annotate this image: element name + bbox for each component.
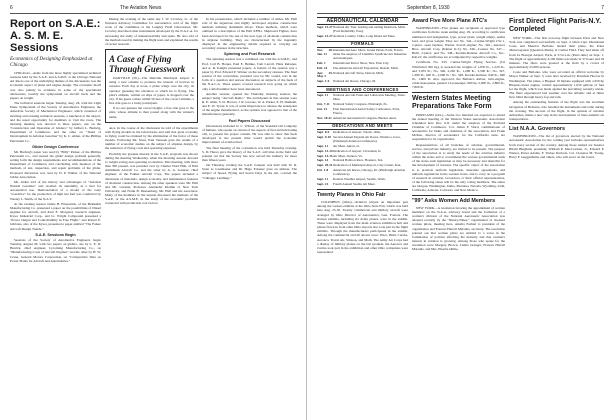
calendar-event: Air Meet, Akron, O. [333,143,360,148]
calendar-event: Second Annual Pageant Air Races, Waterloo, Iowa, (Pittsburgh Aviation Conference). [333,134,401,143]
calendar-date: Oct. 1-8 [317,168,329,173]
calendar-date: Sept. 14-15 [317,153,333,158]
ohio-fair-paragraph: COLUMBUS (Ohio)—Aviation played an important part among the various exhibits at the Ohio State Fair, which was held here Aug. 25-30. Twenty commercial and military aircraft were arranged by Ohio Director of Aeronautics, Gen. Foulois. The sixteen exhibits, including six Army planes, were in the exhibit. These were displayed from the main aviation exhibition hall and planes flown in from other Ohio airports also took part in the flight exhibits. Through the manufacturers participated in the exhibit. Among the commercial aircraft shown were: Waco, Buhl, Curtiss, Aeronca, Travel Air, Stinson, and Moth. The Army Air Corps had a display of military planes on the fair grounds, the Aeronca and Curtiss took part in the exhibition and other Ohio companies were represented. [317,200,408,254]
page-number-left: 6 [10,5,13,11]
first-direct-paragraph: Coste and Bellonte, who were accorded an official welcome by Mayor Walker on Sept. 3, were later received by President Hoover in Washington. The plane, a Breguet 19 biplane equipped with a 650 hp Hispano-Suiza engine, carried approximately 1,050 gallons of fuel for the flight, which was made against the prevailing westerly winds. The fliers experienced bad weather over the Atlantic and at times flew blind through heavy fog and rain. [509,70,604,100]
sae-paragraph: CHICAGO—Aside from the more highly specialized technical sessions held by the S.A.E. and A.S.M.E. at the Chicago National Air Races one of the underlying themes of the discussions was the economic aspect of plane and engine design. The economic motif was also plainly in evidence in some of the specialized discussions, notably the symposium on aircraft fuels and the papers on weight. [10,71,101,100]
left-column-1 [10,17,101,418]
fuel-paragraph: On Thursday evening the S.A.E. banquet was held with W. R. Stout as toastmaster and Dr. Hugo Eckener gave an address. The subject of Speed, Flying and Seven Days in the Air, covered the "Unhappy Landings." [202,163,297,180]
calendar-event: Air Meet, Stanton, Va. [333,153,363,158]
calendar-event: Dedication of Municipal Airport, Clay Center, Kan. [333,163,402,168]
calendar-section-heading: DEDICATIONS AND MEETS [317,123,408,130]
ohio-fair-headline: Twenty Planes in Ohio Fair [317,191,386,198]
calendar-event: Dedication of Airport, Toledo, Ohio. [333,130,382,135]
calendar-row [317,136,408,144]
issue-date: September 8, 1930 [407,5,450,11]
fuel-subhead: Fuel Papers Discussed [228,118,271,123]
divider [412,195,505,196]
flying-paragraph: If no one guesses the correct height, a free ride goes to the pilot, whose altitude is then posted along with the winner's name. [109,106,194,119]
divider [509,123,604,124]
calendar-event: Dedication of Airport, Cleveland, O. [333,148,382,153]
calendar-event: National Air Tour, starting and ending Dearborn, Mich. (Ford Reliability Tour). [333,25,406,34]
calendar-row [317,35,408,39]
calendar-row [317,94,408,102]
economics-paragraph: ance. In the course of the discussion he told of the experiments with flying models in his laboratories and said that great economy in flying could be obtained by the elimination of the factor of these models. Following Mr. Stout, Paul Vanasek gave the results of a number of economic studies on the subject of airplane design, by the reduction of flying costs and operating expenses. [105,125,198,151]
calendar-event: American Air Races, Chicago, Ill. (Pittsburgh Aviation Conference). [333,168,406,177]
calendar-event: National Air Races, Chicago, Ill. [333,79,377,84]
calendar-title: AERONAUTICAL CALENDAR [317,17,408,25]
calendar-row [317,72,408,80]
calendar-event: Roberts Weather Airport, Seattle, Wash. [333,177,386,182]
first-direct-paragraph: NEW YORK—The first non-stop flight between Paris and New York was completed successfully on Sept. 2 when Capt. Dieudonné Coste and Maurice Bellonte landed their plane, the Point d'Interrogation (Question Mark), at Curtiss Field. They had taken off from Le Bourget Airport, Paris, at 5:54 a.m. (Paris time) on Sept. 1. The flight of approximately 4,100 miles was made in 37 hours and 18 minutes. The fliers were greeted at the field by a crowd of approximately 25,000 persons. [509,36,604,70]
spinning-subhead: Spinning and Fuel Research [223,52,276,57]
publication-name: The Aviation News [120,5,162,11]
calendar-row [317,169,408,177]
calendar-date: Sept. 9-10 [317,134,331,139]
sae-deck: Economics of Designing Emphasized at Chicago [10,56,93,68]
right-page [307,0,614,420]
fuel-paragraph: The final meeting of the convention was held Thursday evening. S. D. Heron gave the history of the S.A.E. activities in the field and pointed out that the Society has now served the industry for more than fifteen years. [202,145,297,162]
calendar-event: National Aircraft Show, Detroit, Mich. [333,70,384,75]
calendar-date: Apr. 25-May 3 [317,70,333,79]
sae-headline: Report on S.A.E.: A. S. M. E. Sessions [10,18,101,54]
right-column-3 [509,17,604,418]
calendar-row [317,108,408,116]
sae-subhead-sessions: S.A.E. Sessions Begin [35,232,76,237]
calendar-date: Nov. 28-Jan. 11 [317,48,333,56]
calendar-date: Oct. 7-11 [317,102,330,107]
calendar-event: National Aircraft Fuels and Lubricants Meeting, Tulsa, Okla. [333,93,406,102]
divider [317,189,408,190]
left-column-2 [105,17,198,418]
calendar-event: Aviation Country Clubs, Long Island Air Meet. [333,33,396,38]
flying-guesswork-box [105,49,198,123]
economics-paragraph: Probably the greatest interest in the S.A.E. program was shown during the meeting Wednesday, when the morning session devoted to weight saving and operating economics. This meeting, with more than 300 present, was presided over by Charles Ward Hall, of Hall Aluminum Aircraft Co. and the other by A. A. Gassner, chief engineer of the Fokker Aircraft Corp. The papers included a discussion of materials, design economy, and maintenance features of all-metal construction. Among the other speakers were Mr. Hall and Mr. Gassner, Professor Alexander Klemin of New York University, and Frank B. Duesenberg, Mr. Hall and his associates. Many of the members in the session discussed the methods of the S.A.E. or the A.S.M.E. in the study of the economic problems connected with production cost factors. [105,151,198,206]
right-column-2 [412,17,505,418]
calendar-event: National Balloon Race, Houston, Tex. [333,158,384,163]
planes-award-headline: Award Five More Plane ATC's [412,18,488,24]
calendar-row [317,117,408,121]
left-running-head [10,4,296,14]
calendar-event: International Aero Show, Grand Palais, Paris, France, under the auspices of Chambre Syndicale des Industries Aéronautiques. [333,48,407,60]
calendar-date: Sept. 11 [317,143,328,148]
calendar-date: Sept. 21 [317,182,329,186]
calendar-row [317,80,408,84]
flying-paragraph: DANVILLE (Ill.)—The Danville Municipal Airport is using a new scheme to promote the interest of novices in aviation. Each day at noon, a plane wings over the city, its operator guessing the elevation at which he is flying. The pilot's altitude, written on slips of paper, is dropped over the city. If his guess comes within 50 feet of the correct altitude, a free ride goes to a lucky participant. [109,76,194,106]
western-states-paragraph: Representatives of all branches of aviation, governmental, service, and private industry, are invited to be present. The purpose of the association is to study the needs of the aviation industry within the states and to recommend the various governmental units of the states such legislation as may be necessary and desirable for the development of aviation. The specific object of the association is to promote uniform legislation, interstate agreements, and uniform regulations in the western states, and to carry on a program of research in aviation. Governors, or their official representatives, of the following states will be the only voting members. The states are Oregon, Washington, Idaho, Montana, Nevada, Wyoming, Utah, California, Arizona, Colorado, and New Mexico. [412,142,505,193]
calendar-event: First International Aerial Safety Conference, Paris, France. [333,107,400,116]
ninety-nines-paragraph: NEW YORK—A resolution favoring the appointment of women members on the N.A.A. advisory board and the formation of a women's division of the National Aeronautic Association was adopted recently by the "Ninety-Nines," organization of licensed women pilots, meeting here. Amelia Earhart is president of the organization and Frances Harrell Marsalis, secretary. The resolution pointed out that women pilots are entitled to a voice in the formulation of policies affecting the industry and that women's interest in aviation is growing. Among those who spoke for the resolution were Margery Brown, Clema Granger, Frances Harrell Marsalis, and Mrs. Phoebe Omlie. [412,205,505,252]
first-direct-paragraph: Among the outstanding features of the flight was the excellent navigation of Bellonte, who handled the instruments and radio during the crossing. The success of the flight, in the opinion of aviation authorities, marks a new step in the development of trans-Atlantic air transportation. [509,100,604,121]
divider [412,92,505,93]
economics-paragraph: In his presentation, which included a number of slides, Mr. Hall told of his ingenious and highly developed airplane construction methods utilizing aluminum alloys. These methods, which were outlined in a description of the Hall XFH-1 Shipboard Fighter, have been developed for the use of the new type of all-metal construction in airplane building. They are characterized by the ingenuity displayed in the engineering details required in carrying out secondary stresses in the structure. [202,17,297,51]
western-states-paragraph: PORTLAND (Ore.)—Some two hundred are expected to attend the annual meeting of the Western States Aeronautic Association scheduled here Dec. 6-8, under the auspices of the Portland Chamber of Commerce. Col. James F. Ward, commissioner of aeronautics for Idaho and chairman of the association, and Frank McKee, director of aeronautics for the California state, are responsible for its organization. [412,112,505,142]
naa-governors-headline: List N.A.A. Governors [509,126,566,133]
calendar-date: Feb. 1 [317,60,326,65]
calendar-date: Oct. 21 [317,107,328,112]
sae-paragraph: Sessions of the Society of Automotive Engineers began Tuesday, August 26, with two papers on gliders, one by L. E. D. Herrick, chief engineer, Lycoming Manufacturing Co., on "Manufacturing Costs of Aircraft Engines" and the other by H. W. Crane, General Motors Corporation, on "Comparative Data on Power Plants for Aircraft and Automobiles." [10,237,101,263]
right-running-head [317,4,604,14]
spinning-paragraph: The spinning session was a combined one with the A.S.M.E., and Prof. Carl B. Harper, Paul E. Hemke, Tom Carroll, Hans Reissner, and A. R. Knight presented papers. A feature of the session was a paper by Prof. Edward P. Warner on the secondary stresses. The final session of the convention, presided over by Mr. Gould, was in the form of a question and answer discussion on subjects of the fuels of the N.A.C.A. These papers covered research now going on which only a small number have been announced. [202,57,297,91]
fuel-paragraph: Discussions included O. C. Wilson, of the Standard Oil Company of Indiana, who spoke on certain of the aspects of fuel and lubricating oils, to present the proper content. He was able to show that fuels developed at the present time would permit the economic improvement of aviation fuel. [202,123,297,145]
planes-award-paragraph: Certificate No. 345, Curtiss-Wright Flying Service, (J-6 Whirlwind 300 hp), is awarded the weights of 1,835 lb., 1,220 lb., and 3,055 lb.; No. 346, 2,292 lb., 1,208 lb., 3,500 lb.; No. 347, 1,380 lb., 620 lb., 2,000 lb.; No. 348, Kreider-Reisner, 940 lb., 660 lb., 1,600 lb. Also approved, the Bellanca Airbus, twin-engine, cabin monoplane, general 12-passenger, 600 hp, 5,000 lb., 2,800 lb., 7,800 lb. [412,60,505,90]
calendar-row [317,150,408,154]
calendar-date: Sept. 20-21 [317,163,333,168]
calendar-date: Sept. 13-27 [317,33,333,38]
calendar-date: Sept. 8-9 [317,130,330,135]
calendar-event: National Safety Congress, Pittsburgh, Pa. [333,102,388,107]
calendar-date: Sept. 11 [317,177,328,182]
calendar-date: Sept. 13-14 [317,148,333,153]
spinning-paragraph: Another session, opened the Thursday morning session, the subject being "Aircraft Radio." The participants in this session were R. E. Allen, S. D. Hoover, J. R. Lacoste, W. A. Parker, E. H. Dunham, and E. W. Tyron. It was of some importance to discuss the standpoint of the engine manufacturer, as the opinion was opposed to that of the manufacturers generally. [202,91,297,117]
ninety-nines-headline: "99" Asks Women Add Members [412,197,496,204]
calendar-row [317,49,408,61]
calendar-row [317,26,408,34]
first-direct-headline: First Direct Flight Paris-N.Y. Completed [509,18,602,33]
calendar-section-heading: FORMALS [317,41,408,48]
calendar-body [317,26,408,187]
sae-subhead-glider: Glider Design Conference [32,144,79,149]
calendar-date: Sept. 11 [317,93,328,98]
western-states-headline: Western States Meeting Preparations Take Form [412,94,492,110]
calendar-date: Feb. 14 [317,65,328,70]
sae-paragraph: Mr. Alden told of the history and advantages of "Aviation Natural Gasoline" and recalled its suitability as a fuel for aeronautical use. Demonstration of a model of the Gaty "overdrive" for the production of high test fuel was conducted by Wesley L. Smith, of the N.A.T. [10,179,101,201]
calendar-date: Sept. 1-9 [317,79,330,84]
calendar-row [317,183,408,187]
naa-governors-paragraph: WASHINGTON—The list of governors elected by the National Aeronautic Association for the coming year includes representatives from every section of the country. Among those named are Senator Hiram Bingham, president; William P. MacCracken, Jr., Edward P. Warner, Porter Adams, F. Trubee Davison, Col. Clarence M. Young, Harry F. Guggenheim, and others, who will serve on the board. [509,134,604,160]
calendar-event: Pan-American Aircraft Exposition, Detroit, Mich. [333,65,399,70]
sae-paragraph: The technical sessions began Tuesday, Aug. 26, with the Light Plane Symposium of the Society of Automotive Engineers, the American Society of Mechanical Engineers, which consisted of morning and evening technical sessions, a luncheon at the airport, and the usual opportunity for members to visit the races. The morning meeting was devoted to three papers, one on the "Construction and Operation of Gliders," by Gilbert L. Budwig, Department of Commerce, and the other on "Trend of Development in Aviation Gasoline" by K. C. Alden, of the Phillips Petroleum Co. [10,101,101,143]
calendar-date: Sept. 14 [317,158,329,163]
sae-paragraph: Mr. Budwig's paper was read by "Billy" Parker, of the Phillips Petroleum Co., and treated the glider design problem generally, setting forth the design requirements and recommendations of the Department of Commerce and concluding with mention of the methods of test, inspection, and repair problems of the glider. Proposed discussion was read by D. P. Walker of the National Glider Association. [10,149,101,179]
calendar-section-heading: MEETINGS AND CONFERENCES [317,86,408,93]
flying-headline: A Case of Flying Through Guesswork [109,54,186,75]
calendar-event: Fourth Annual Seattle Air Meet. [333,182,376,186]
right-column-1 [317,17,408,418]
calendar-date: Sept. 13-27 [317,25,333,30]
calendar-event: International Motor Show, New York City. [333,60,390,65]
sae-paragraph: During the evening of the same day J. W. Crowley, Jr., of the National Advisory Committee for Aeronautics, told of the flight work of the committee at the Langley Field laboratories. Mr. Crowley described other instruments developed by the N.A.C.A. for increasing the study of maneuverability and spins. He also told of the methods used in making the flight tests and explained the results of recent research. [105,17,198,46]
left-column-3 [202,17,297,418]
calendar-event: American Aeronautical Congress, Buenos Aires. [333,115,397,120]
sae-paragraph: At the evening session James H. Fitzpatrick, of the Heinkelm Manufacturing Co. presented a paper on the possibilities of Diesel engines for aircraft, and Paul E. Morgand, research engineer, Kysor Industrial Corp., and Lt. Wright Compound presented a "Power Output and Controllability in Free Flight." and Robert E. Gibbons, also of the Kysor, presented a paper entitled "The Future Aircraft Design Trends." [10,201,101,231]
calendar-row [317,67,408,71]
planes-award-paragraph: WASHINGTON—Five planes are recipients of approved type certificates from the week ending Aug. 29, according to certificates numbered and designation, type, power plant, weight empty, useful load, and gross weight. They are: No. 344—Curtiss-Wright CW-1, 2-place, open biplane, Warner Scarab engine; No. 345—Aeronca Bros. Aircraft Corp. (Kinner K-5); No. 346—Cessna; No. 347—Buhl, 2-place; and No. 348—Kreider-Reisner Aircraft Co., Inc., KR-21; the certificates are accompanied by respective weights. [412,26,505,60]
page-number-right: 7 [601,5,604,11]
calendar-date: Nov. 18-21 [317,115,332,120]
